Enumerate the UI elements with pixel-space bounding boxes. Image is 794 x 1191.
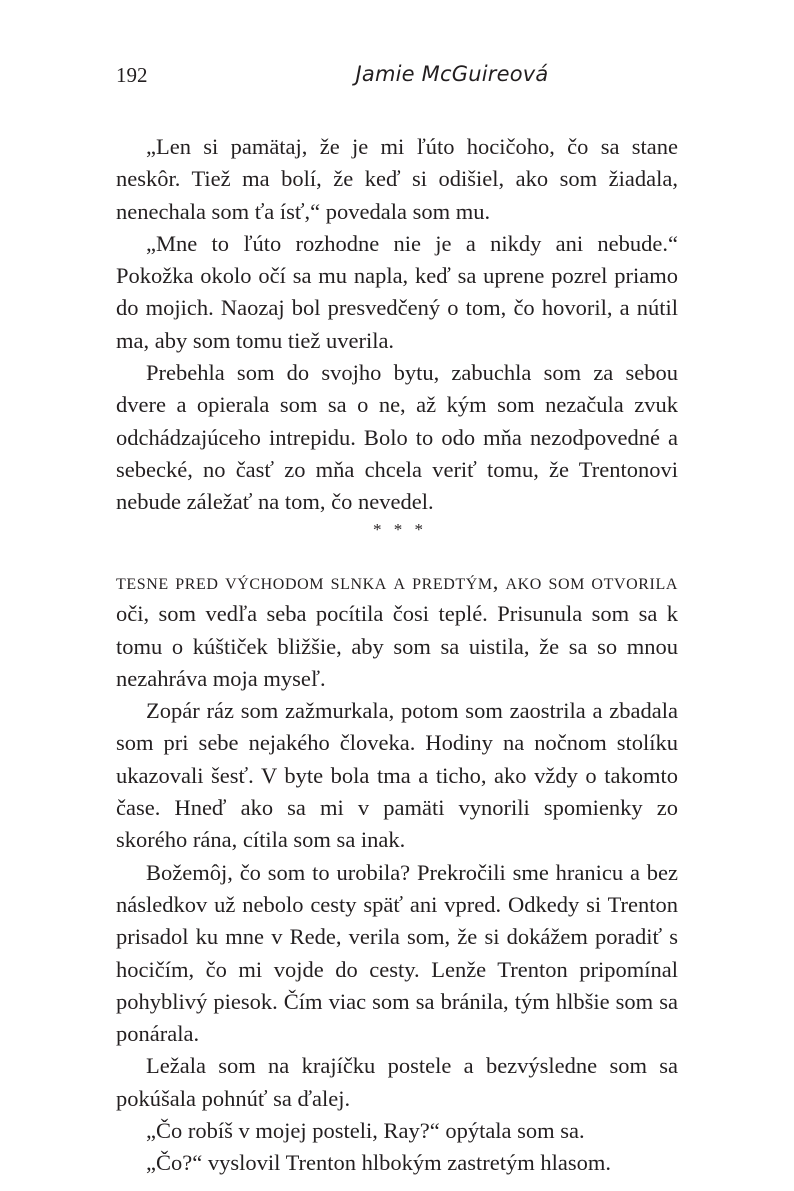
- paragraph: „Čo?“ vyslovil Trenton hlbokým zastretým hlasom.: [146, 1150, 611, 1176]
- opening-paragraph: [116, 566, 678, 695]
- paragraph: „Mne to ľúto rozhodne nie je a nikdy ani nebude.“ Pokožka okolo očí sa mu napla, keď sa uprene pozrel priamo do mojich. Naozaj bol presvedčený o tom, čo hovoril, a nútil ma, aby som tomu tiež uverila.: [116, 230, 678, 353]
- paragraph: Prebehla som do svojho bytu, zabuchla som za sebou dvere a opierala som sa o ne, až kým som nezačula zvuk odchádzajúceho intrepidu. Bolo to odo mňa nezodpovedné a sebecké, no časť zo mňa chcela veriť tomu, že Trentonovi nebude záležať na tom, čo nevedel.: [116, 360, 678, 515]
- opening-rest: oči, som vedľa seba pocítila čosi teplé. Prisunula som sa k tomu o kúštiček bližšie, aby som sa uistila, že sa so mnou nezahráva moja myseľ.: [116, 601, 678, 691]
- running-head: Jamie McGuireová: [355, 62, 549, 86]
- paragraph: Ležala som na krajíčku postele a bezvýsledne som sa pokúšala pohnúť sa ďalej.: [116, 1053, 678, 1111]
- page-number: 192: [116, 63, 148, 87]
- text-section-1: [116, 131, 678, 519]
- paragraph: Božemôj, čo som to urobila? Prekročili sme hranicu a bez následkov už nebolo cesty späť ani vpred. Odkedy si Trenton prisadol ku mne v Rede, verila som, že si dokážem poradiť s hocičím, čo mi vojde do cesty. Lenže Trenton pripomínal pohyblivý piesok. Čím viac som sa bránila, tým hlbšie som sa ponárala.: [116, 859, 678, 1047]
- paragraph: „Čo robíš v mojej posteli, Ray?“ opýtala som sa.: [146, 1118, 585, 1144]
- paragraph: „Len si pamätaj, že je mi ľúto hocičoho, čo sa stane neskôr. Tiež ma bolí, že keď si odišiel, ako som žiadala, nenechala som ťa ísť,“ povedala som mu.: [116, 134, 678, 224]
- text-section-2: [116, 566, 678, 1180]
- paragraph: Zopár ráz som zažmurkala, potom som zaostrila a zbadala som pri sebe nejakého človeka. Hodiny na nočnom stolíku ukazovali šesť. V byte bola tma a ticho, ako vždy o takomto čase. Hneď ako sa mi v pamäti vynorili spomienky zo skorého rána, cítila som sa inak.: [116, 698, 678, 853]
- small-caps-opening: tesne pred východom slnka a predtým, ako som otvorila: [116, 569, 678, 594]
- scene-break: * * *: [373, 520, 427, 539]
